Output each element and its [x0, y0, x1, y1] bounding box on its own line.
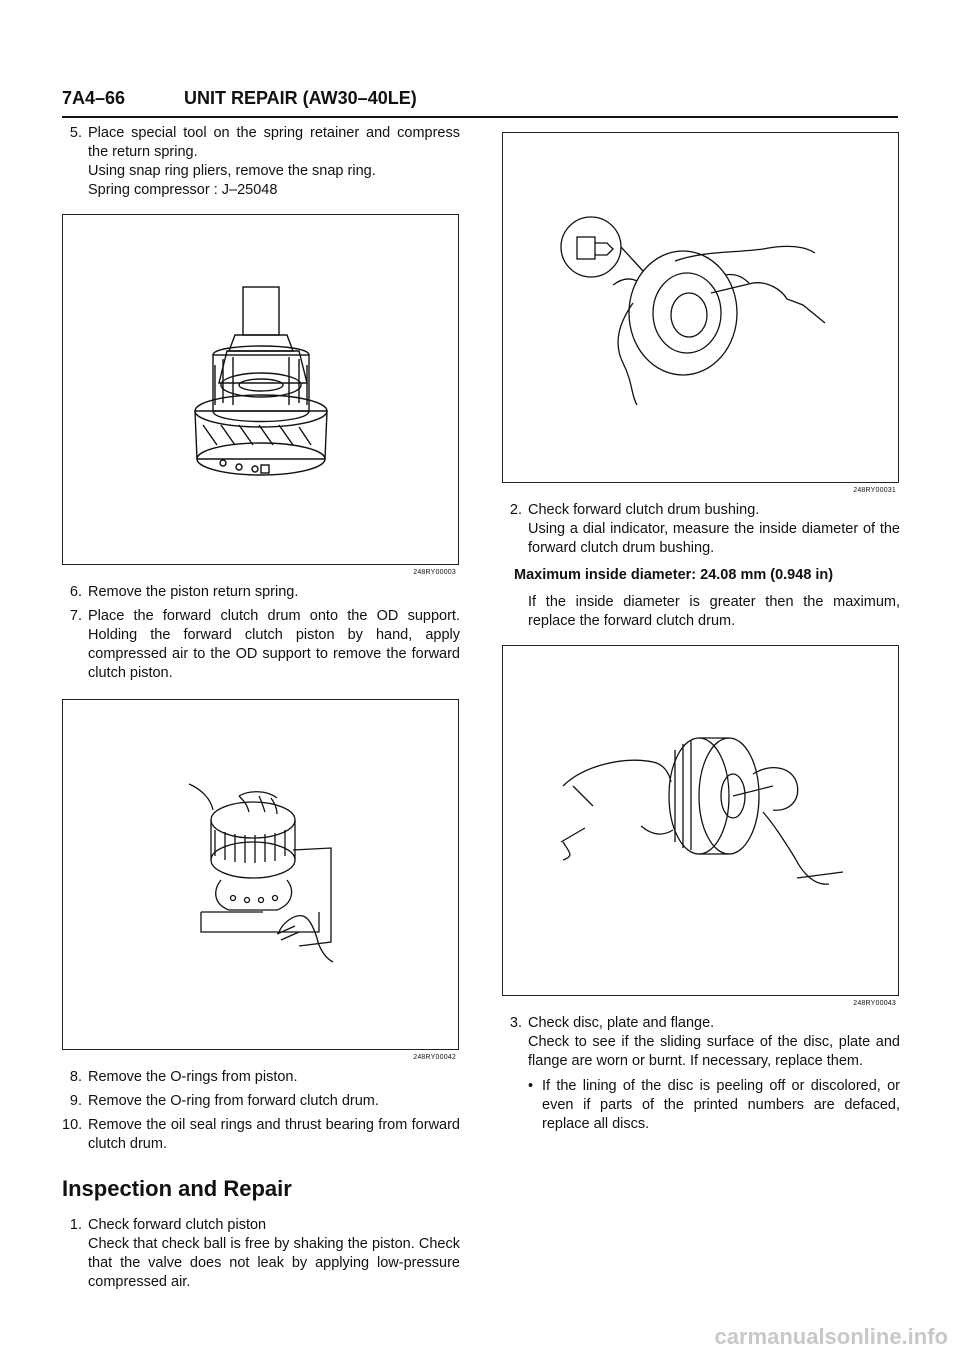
- section-heading: Inspection and Repair: [62, 1176, 292, 1201]
- step-7: [62, 607, 460, 683]
- step-number: 2.: [509, 502, 522, 518]
- figure-id: 248RY00042: [413, 1054, 456, 1061]
- step-text: Remove the O-rings from piston.: [88, 1069, 298, 1085]
- figure-piston-removal: [62, 699, 459, 1061]
- step-5: [62, 124, 460, 200]
- step-number: 3.: [509, 1015, 522, 1031]
- step-9: [62, 1092, 460, 1111]
- figure-drum-inspection: [502, 645, 899, 1007]
- step-text: Check forward clutch piston: [88, 1217, 267, 1233]
- step-number: 8.: [69, 1069, 82, 1085]
- step-text: Place special tool on the spring retainer and compress the return spring.: [88, 125, 460, 160]
- bullet-text: If the lining of the disc is peeling off or discolored, or even if parts of the printed numbers are defaced, replace all discs.: [542, 1078, 900, 1132]
- step-8: [62, 1068, 460, 1087]
- step-text: Remove the piston return spring.: [88, 584, 299, 600]
- watermark: carmanualsonline.info: [714, 1324, 948, 1349]
- step-number: 6.: [69, 584, 82, 600]
- left-column: [62, 124, 460, 1297]
- drum-inspection-illustration: [503, 646, 898, 995]
- step-number: 5.: [69, 125, 82, 141]
- step-text: Remove the oil seal rings and thrust bearing from forward clutch drum.: [88, 1117, 460, 1152]
- bullet-mark: •: [528, 1078, 534, 1094]
- step-text: Check forward clutch drum bushing.: [528, 502, 760, 518]
- bushing-measure-illustration: [503, 133, 898, 482]
- page-header: [62, 84, 898, 118]
- page-title: UNIT REPAIR (AW30–40LE): [184, 88, 417, 108]
- inspection-step-3: [502, 1014, 900, 1071]
- piston-removal-illustration: [63, 700, 458, 1049]
- replace-instruction: If the inside diameter is greater then the maximum, replace the forward clutch drum.: [528, 594, 900, 629]
- tool-reference: Spring compressor : J–25048: [88, 182, 278, 198]
- figure-bushing-measure: [502, 132, 899, 494]
- step-number: 1.: [69, 1217, 82, 1233]
- inspection-step-1: [62, 1216, 460, 1292]
- step-number: 10.: [62, 1117, 83, 1133]
- step-subtext: Using snap ring pliers, remove the snap ring.: [88, 163, 376, 179]
- figure-id: 248RY00003: [413, 569, 456, 576]
- figure-id: 248RY00031: [853, 487, 896, 494]
- step-subtext: Using a dial indicator, measure the inside diameter of the forward clutch drum bushing.: [528, 521, 900, 556]
- step-subtext: Check to see if the sliding surface of the disc, plate and flange are worn or burnt. If necessary, replace them.: [528, 1034, 900, 1069]
- figure-spring-compressor: [62, 214, 459, 576]
- right-column: [502, 124, 900, 1134]
- step-subtext: Check that check ball is free by shaking the piston. Check that the valve does not leak by applying low-pressure compressed air.: [88, 1236, 460, 1290]
- inspection-step-2: [502, 501, 900, 558]
- figure-id: 248RY00043: [853, 1000, 896, 1007]
- step-text: Remove the O-ring from forward clutch drum.: [88, 1093, 379, 1109]
- section-code: 7A4–66: [62, 88, 126, 108]
- step-text: Check disc, plate and flange.: [528, 1015, 715, 1031]
- spring-compressor-illustration: [63, 215, 458, 564]
- step-text: Place the forward clutch drum onto the OD support. Holding the forward clutch piston by hand, apply compressed air to the OD support to remove the forward clutch piston.: [88, 608, 460, 681]
- step-10: [62, 1116, 460, 1154]
- step-6: [62, 583, 460, 602]
- step-number: 7.: [69, 608, 82, 624]
- max-diameter-spec: Maximum inside diameter: 24.08 mm (0.948 in): [514, 567, 834, 583]
- bullet-item: [502, 1077, 900, 1134]
- step-number: 9.: [69, 1093, 82, 1109]
